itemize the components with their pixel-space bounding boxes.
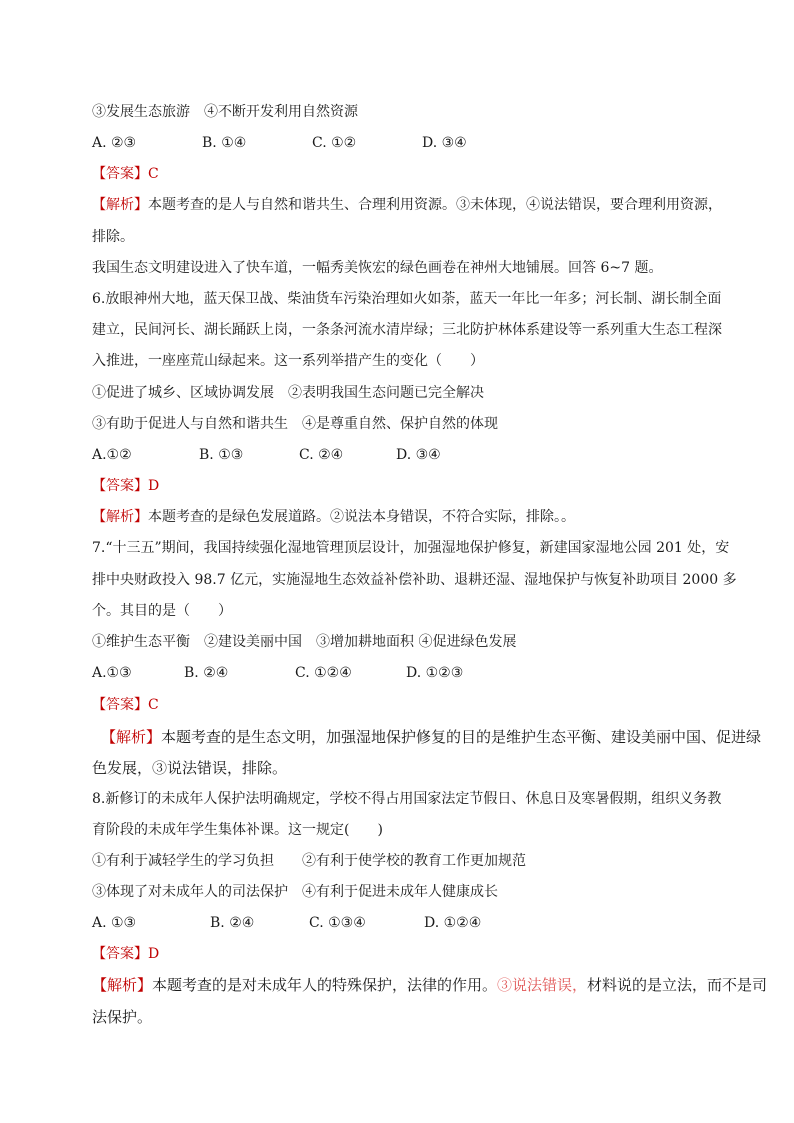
q5-analysis-label: 【解析】 bbox=[92, 197, 148, 213]
q8-choice-c: C. ①③④ bbox=[309, 915, 366, 931]
q5-analysis-line2: 排除。 bbox=[92, 229, 134, 245]
q6-stem-line3: 入推进，一座座荒山绿起来。这一系列举措产生的变化（ ） bbox=[92, 353, 484, 369]
q7-choice-c: C. ①②④ bbox=[295, 665, 352, 681]
q7-choice-b: B. ②④ bbox=[184, 665, 229, 681]
q7-stem-line2: 排中央财政投入 98.7 亿元，实施湿地生态效益补偿补助、退耕还湿、湿地保护与恢复补助项目 2000 多 bbox=[92, 572, 737, 588]
q5-choice-d: D. ③④ bbox=[422, 135, 467, 151]
q6-choice-c: C. ②④ bbox=[299, 447, 344, 463]
q7-option-line1: ①维护生态平衡 ②建设美丽中国 ③增加耕地面积 ④促进绿色发展 bbox=[92, 634, 517, 650]
q7-analysis-label: 【解析】 bbox=[101, 728, 162, 746]
q8-stem-line1: 8.新修订的未成年人保护法明确规定，学校不得占用国家法定节假日、休息日及寒暑假期，组织义务教 bbox=[92, 791, 722, 807]
q6-stem-line1: 6.放眼神州大地，蓝天保卫战、柴油货车污染治理如火如荼，蓝天一年比一年多；河长制、湖长制全面 bbox=[92, 291, 722, 307]
q8-choice-b: B. ②④ bbox=[210, 915, 255, 931]
q8-answer: 【答案】D bbox=[92, 946, 160, 962]
q8-analysis-label: 【解析】 bbox=[92, 976, 153, 994]
q7-analysis-line1 bbox=[101, 727, 761, 747]
q7-choice-a: A.①③ bbox=[92, 665, 132, 681]
q7-answer: 【答案】C bbox=[92, 697, 159, 713]
q5-choice-a: A. ②③ bbox=[92, 135, 137, 151]
q6-answer: 【答案】D bbox=[92, 478, 160, 494]
q5-choice-c: C. ①② bbox=[312, 135, 357, 151]
q7-choices bbox=[92, 663, 463, 683]
q8-choice-a: A. ①③ bbox=[92, 915, 137, 931]
q5-answer: 【答案】C bbox=[92, 166, 159, 182]
q6-stem-line2: 建立，民间河长、湖长踊跃上岗，一条条河流水清岸绿；三北防护林体系建设等一系列重大生态工程深 bbox=[92, 322, 722, 338]
q6-option-line1: ①促进了城乡、区域协调发展 ②表明我国生态问题已完全解决 bbox=[92, 385, 484, 401]
q8-analysis-text-c: 材料说的是立法，而不是司 bbox=[587, 976, 768, 994]
q8-stem-line2: 育阶段的未成年学生集体补课。这一规定( ) bbox=[92, 822, 383, 838]
q6-option-line2: ③有助于促进人与自然和谐共生 ④是尊重自然、保护自然的体现 bbox=[92, 416, 498, 432]
q8-option-line1: ①有利于减轻学生的学习负担 ②有利于使学校的教育工作更加规范 bbox=[92, 853, 526, 869]
q8-analysis-line1 bbox=[92, 975, 767, 995]
q8-analysis-text-a: 本题考查的是对未成年人的特殊保护，法律的作用。 bbox=[152, 976, 498, 994]
q5-option-line: ③发展生态旅游 ④不断开发利用自然资源 bbox=[92, 104, 358, 120]
q5-analysis-text1: 本题考查的是人与自然和谐共生、合理利用资源。③未体现，④说法错误，要合理利用资源， bbox=[148, 197, 722, 213]
q6-analysis bbox=[92, 507, 575, 527]
q8-choices bbox=[92, 913, 481, 933]
q6-choice-d: D. ③④ bbox=[396, 447, 441, 463]
q6-analysis-label: 【解析】 bbox=[92, 509, 148, 525]
q7-choice-d: D. ①②③ bbox=[406, 665, 464, 681]
q6-choice-b: B. ①③ bbox=[199, 447, 244, 463]
q8-analysis-highlight: ③说法错误， bbox=[497, 976, 588, 994]
q6-choices bbox=[92, 445, 441, 465]
intro-6-7: 我国生态文明建设进入了快车道，一幅秀美恢宏的绿色画卷在神州大地铺展。回答 6~7 题。 bbox=[92, 260, 663, 276]
q7-stem-line3: 个。其目的是（ ） bbox=[92, 603, 232, 619]
q5-choice-b: B. ①④ bbox=[202, 135, 247, 151]
q5-analysis-line1 bbox=[92, 195, 722, 215]
q6-choice-a: A.①② bbox=[92, 447, 132, 463]
q7-stem-line1: 7.“十三五”期间，我国持续强化湿地管理顶层设计，加强湿地保护修复，新建国家湿地公园 201 处，安 bbox=[92, 540, 730, 556]
q6-analysis-text: 本题考查的是绿色发展道路。②说法本身错误，不符合实际，排除。。 bbox=[148, 509, 575, 525]
q8-analysis-line2: 法保护。 bbox=[92, 1008, 153, 1026]
q5-choices bbox=[92, 133, 467, 153]
q7-analysis-line2: 色发展，③说法错误，排除。 bbox=[92, 759, 288, 777]
q7-analysis-text1: 本题考查的是生态文明，加强湿地保护修复的目的是维护生态平衡、建设美丽中国、促进绿 bbox=[161, 728, 762, 746]
q8-option-line2: ③体现了对未成年人的司法保护 ④有利于促进未成年人健康成长 bbox=[92, 884, 498, 900]
q8-choice-d: D. ①②④ bbox=[424, 915, 482, 931]
